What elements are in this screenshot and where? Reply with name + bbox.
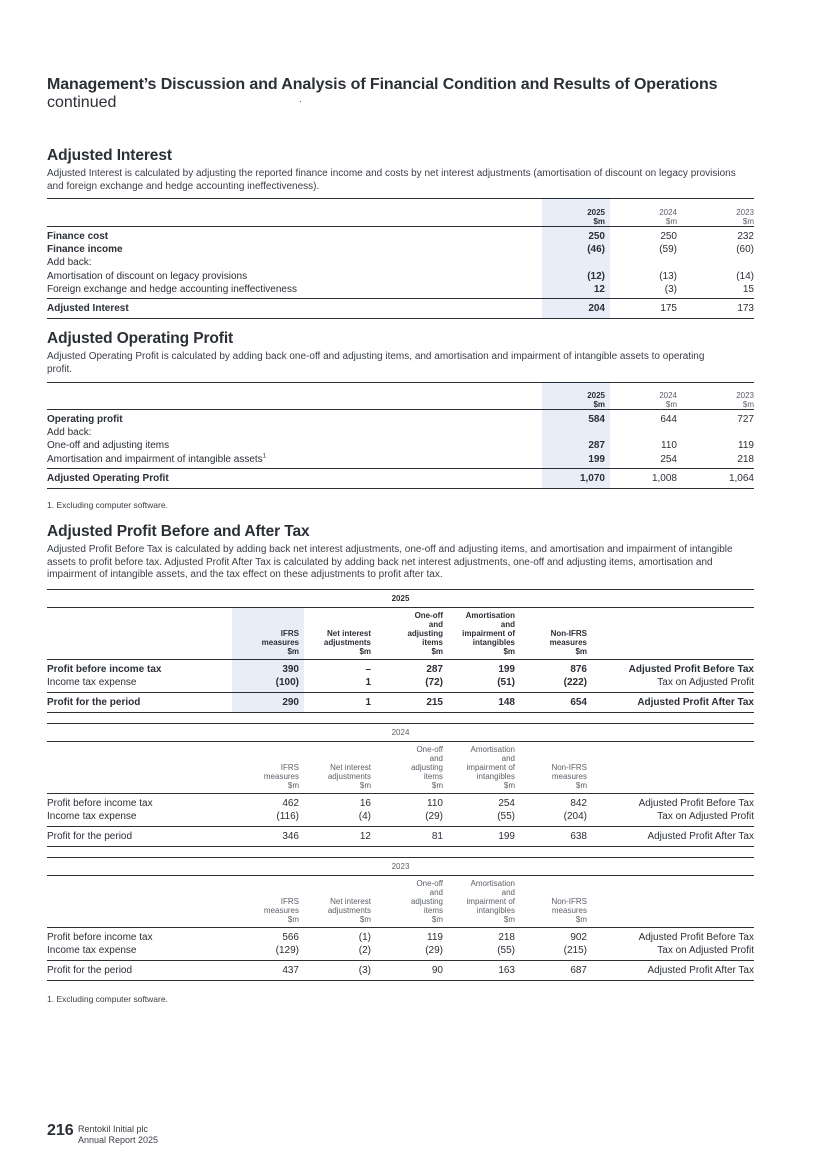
footnote: 1. Excluding computer software.	[47, 994, 168, 1004]
table-row	[47, 439, 754, 452]
adjusted-profit-table-2025	[47, 589, 754, 713]
cell-value: (29)	[425, 811, 443, 823]
cell-value: 250	[660, 231, 677, 242]
cell-value: 842	[570, 798, 587, 809]
table-row	[47, 794, 754, 811]
cell-value: 218	[498, 932, 515, 943]
cell-value: (55)	[497, 945, 515, 957]
row-label: Foreign exchange and hedge accounting ineffectiveness	[47, 283, 297, 295]
col-header: IFRS	[280, 897, 299, 906]
col-header: intangibles	[472, 638, 515, 647]
cell-value: 390	[232, 660, 304, 677]
cell-value: 727	[737, 414, 754, 425]
col-header: impairment of	[466, 897, 515, 906]
row-right-label: Adjusted Profit After Tax	[637, 697, 754, 709]
col-header: measures	[551, 772, 587, 781]
row-label: One-off and adjusting items	[47, 440, 170, 452]
unit-label: $m	[742, 217, 754, 226]
table-row-total	[47, 299, 754, 319]
col-header: Amortisation	[470, 879, 515, 888]
row-right-label: Tax on Adjusted Profit	[657, 945, 754, 957]
cell-value: 110	[427, 798, 443, 809]
cell-value: 204	[542, 299, 610, 319]
table-row	[47, 660, 754, 677]
unit-label: $m	[593, 217, 605, 226]
cell-value: 12	[359, 831, 371, 843]
row-label: Adjusted Interest	[47, 302, 129, 314]
cell-value: 199	[498, 831, 515, 843]
row-label: Finance cost	[47, 231, 109, 242]
row-right-label: Adjusted Profit After Tax	[647, 965, 754, 977]
row-label: Operating profit	[47, 414, 123, 425]
col-header: $m	[503, 647, 515, 656]
cell-value: (51)	[497, 677, 515, 689]
cell-value: (14)	[736, 270, 754, 282]
cell-value: 654	[570, 697, 587, 709]
cell-value: (222)	[563, 677, 587, 689]
cell-value: 218	[737, 453, 754, 465]
col-header: measures	[549, 638, 587, 647]
table-row	[47, 283, 754, 299]
row-label-text: Amortisation and impairment of intangible assets	[47, 453, 263, 465]
unit-label: $m	[742, 400, 754, 409]
col-header: and	[501, 888, 515, 897]
col-header: adjusting	[407, 629, 443, 638]
row-right-label: Adjusted Profit After Tax	[647, 831, 754, 843]
unit-label: $m	[665, 400, 677, 409]
table-row	[47, 928, 754, 945]
col-header: Non-IFRS	[550, 629, 587, 638]
cell-value: (3)	[664, 283, 677, 295]
col-header: items	[423, 772, 443, 781]
cell-value: 254	[498, 798, 515, 809]
cell-value: –	[365, 664, 371, 675]
col-header: and	[428, 620, 443, 629]
col-header: Amortisation	[465, 611, 515, 620]
cell-value: 584	[542, 410, 610, 427]
cell-value: (60)	[736, 244, 754, 256]
row-label: Profit before income tax	[47, 798, 153, 809]
col-header: and	[501, 754, 515, 763]
cell-value: 215	[426, 697, 443, 709]
footer-company	[78, 1124, 158, 1145]
col-header: Net interest	[330, 897, 371, 906]
row-label: Income tax expense	[47, 811, 137, 823]
col-header: items	[423, 906, 443, 915]
col-header: $m	[431, 915, 443, 924]
cell-value: (116)	[276, 811, 299, 823]
col-header: $m	[431, 647, 443, 656]
footnote-marker: 1	[262, 453, 267, 460]
col-header: $m	[431, 781, 443, 790]
cell-value: 876	[570, 664, 587, 675]
table-year-header: 2025	[47, 590, 754, 608]
cell-value: (55)	[497, 811, 515, 823]
col-header: measures	[261, 638, 299, 647]
col-header: IFRS	[280, 763, 299, 772]
cell-value: 15	[742, 283, 754, 295]
col-header: IFRS	[280, 629, 299, 638]
cell-value: (59)	[659, 244, 677, 256]
cell-value: 1	[365, 697, 371, 709]
cell-value: 1,008	[651, 472, 677, 484]
col-header: adjustments	[327, 772, 371, 781]
section-heading-adjusted-profit: Adjusted Profit Before and After Tax	[47, 523, 310, 540]
year-header: 2024	[659, 208, 677, 217]
cell-value: (4)	[358, 811, 371, 823]
table-row-total	[47, 693, 754, 713]
cell-value: 287	[542, 439, 610, 452]
adjusted-profit-table-2023	[47, 857, 754, 981]
cell-value: 1,064	[728, 472, 754, 484]
row-right-label: Tax on Adjusted Profit	[657, 811, 754, 823]
col-header: impairment of	[466, 763, 515, 772]
row-label: Profit before income tax	[47, 932, 153, 943]
row-label: Income tax expense	[47, 945, 137, 957]
cell-value: 110	[661, 440, 677, 452]
table-row-total	[47, 827, 754, 847]
cell-value: (1)	[358, 932, 371, 943]
cell-value: (204)	[563, 811, 587, 823]
page-title: Management’s Discussion and Analysis of Financial Condition and Results of Operations	[47, 76, 718, 93]
row-label: Profit for the period	[47, 697, 141, 709]
stray-mark	[300, 101, 301, 102]
cell-value: 232	[737, 231, 754, 242]
row-label: Profit for the period	[47, 831, 133, 843]
col-header: One-off	[416, 745, 443, 754]
cell-value: (29)	[425, 945, 443, 957]
year-header: 2025	[587, 208, 605, 217]
table-year-header: 2024	[47, 724, 754, 742]
cell-value: (3)	[358, 965, 371, 977]
col-header: Net interest	[330, 763, 371, 772]
col-header: Non-IFRS	[551, 897, 587, 906]
table-row	[47, 410, 754, 427]
cell-value: 254	[660, 453, 677, 465]
table-row	[47, 270, 754, 283]
col-header: adjusting	[410, 763, 443, 772]
col-header: $m	[287, 647, 299, 656]
table-row	[47, 243, 754, 256]
table-year-header: 2023	[47, 858, 754, 876]
col-header: measures	[263, 906, 299, 915]
col-header: adjustments	[327, 906, 371, 915]
table-row	[47, 227, 754, 244]
row-label: Income tax expense	[47, 677, 137, 689]
year-header: 2023	[736, 208, 754, 217]
cell-value: 199	[498, 664, 515, 675]
col-header: $m	[503, 781, 515, 790]
row-label	[47, 453, 542, 469]
year-header: 2025	[587, 391, 605, 400]
row-right-label: Adjusted Profit Before Tax	[628, 664, 754, 675]
unit-label: $m	[665, 217, 677, 226]
col-header: $m	[359, 781, 371, 790]
cell-value: 90	[431, 965, 443, 977]
col-header: $m	[575, 647, 587, 656]
unit-label: $m	[593, 400, 605, 409]
cell-value: 199	[542, 453, 610, 469]
col-header: $m	[575, 915, 587, 924]
col-header: adjusting	[410, 897, 443, 906]
cell-value: 566	[282, 932, 299, 943]
cell-value: 902	[570, 932, 587, 943]
row-label: Add back:	[47, 257, 92, 269]
cell-value: (72)	[425, 677, 443, 689]
col-header: $m	[359, 647, 371, 656]
cell-value: (12)	[542, 270, 610, 283]
row-label: Finance income	[47, 244, 123, 256]
row-label: Profit for the period	[47, 965, 133, 977]
col-header: Net interest	[326, 629, 371, 638]
row-right-label: Adjusted Profit Before Tax	[638, 932, 754, 943]
col-header: items	[422, 638, 443, 647]
col-header: One-off	[416, 879, 443, 888]
cell-value: 1,070	[542, 468, 610, 488]
col-header: impairment of	[462, 629, 515, 638]
year-header: 2024	[659, 391, 677, 400]
col-header: intangibles	[476, 772, 515, 781]
cell-value: (129)	[275, 945, 299, 957]
section-intro-adjusted-interest: Adjusted Interest is calculated by adjusting the reported finance income and costs by net interest adjustments (amortisation of discount on legacy provisions and foreign exchange and hedge accounting ineffectiveness).	[47, 168, 736, 192]
table-row	[47, 810, 754, 827]
table-row	[47, 426, 754, 439]
section-intro-adjusted-profit: Adjusted Profit Before Tax is calculated by adding back net interest adjustments, one-off and adjusting items, and amortisation and impairment of intangible assets to profit before tax. Adjusted Profit After Tax is calculated by adding back net interest adjustments, one-off and adjusting items, amortisation and impairment of intangible assets, and the tax effect on these adjustments to profit after tax.	[47, 544, 733, 580]
cell-value: 148	[498, 697, 515, 709]
row-label: Profit before income tax	[47, 664, 162, 675]
row-right-label: Tax on Adjusted Profit	[657, 677, 754, 689]
cell-value: (46)	[542, 243, 610, 256]
year-header: 2023	[736, 391, 754, 400]
page-number: 216	[47, 1122, 74, 1139]
col-header: Non-IFRS	[551, 763, 587, 772]
col-header: Amortisation	[470, 745, 515, 754]
col-header: $m	[503, 915, 515, 924]
cell-value: 250	[542, 227, 610, 244]
col-header: and	[429, 888, 443, 897]
cell-value: 687	[570, 965, 587, 977]
col-header: and	[500, 620, 515, 629]
cell-value: 81	[431, 831, 443, 843]
cell-value: 1	[365, 677, 371, 689]
table-row	[47, 256, 754, 269]
cell-value: 119	[427, 932, 443, 943]
row-label: Add back:	[47, 427, 92, 439]
col-header: measures	[263, 772, 299, 781]
cell-value: (2)	[358, 945, 371, 957]
footnote: 1. Excluding computer software.	[47, 500, 168, 510]
row-label: Amortisation of discount on legacy provisions	[47, 270, 248, 282]
cell-value: (13)	[659, 270, 677, 282]
adjusted-interest-table	[47, 198, 754, 319]
company-name: Rentokil Initial plc	[78, 1124, 149, 1134]
cell-value: 290	[232, 693, 304, 713]
cell-value: 638	[570, 831, 587, 843]
col-header: intangibles	[476, 906, 515, 915]
table-row-total	[47, 961, 754, 981]
section-heading-adjusted-operating-profit: Adjusted Operating Profit	[47, 330, 234, 347]
cell-value: 287	[426, 664, 443, 675]
row-label: Adjusted Operating Profit	[47, 472, 169, 484]
section-heading-adjusted-interest: Adjusted Interest	[47, 147, 172, 164]
row-right-label: Adjusted Profit Before Tax	[638, 798, 754, 809]
report-name: Annual Report 2025	[78, 1134, 159, 1145]
col-header: $m	[359, 915, 371, 924]
section-intro-adjusted-operating-profit: Adjusted Operating Profit is calculated by adding back one-off and adjusting items, and amortisation and impairment of intangible assets to operating profit.	[47, 351, 705, 375]
page-subtitle: continued	[47, 94, 117, 111]
col-header: One-off	[414, 611, 443, 620]
adjusted-operating-profit-table	[47, 382, 754, 489]
cell-value: 644	[660, 414, 677, 425]
col-header: $m	[287, 915, 299, 924]
table-row-total	[47, 468, 754, 488]
cell-value: 175	[660, 302, 677, 314]
table-row	[47, 676, 754, 693]
col-header: adjustments	[323, 638, 371, 647]
cell-value: 16	[359, 798, 371, 809]
table-row	[47, 944, 754, 961]
cell-value: (215)	[563, 945, 587, 957]
cell-value: 119	[738, 440, 754, 452]
col-header: $m	[575, 781, 587, 790]
table-row	[47, 453, 754, 469]
adjusted-profit-table-2024	[47, 723, 754, 847]
cell-value: 12	[542, 283, 610, 299]
cell-value: 346	[282, 831, 299, 843]
col-header: measures	[551, 906, 587, 915]
cell-value: 163	[498, 965, 515, 977]
col-header: $m	[287, 781, 299, 790]
cell-value: (100)	[232, 676, 304, 693]
cell-value: 437	[282, 965, 299, 977]
col-header: and	[429, 754, 443, 763]
cell-value: 173	[737, 302, 754, 314]
cell-value: 462	[282, 798, 299, 809]
